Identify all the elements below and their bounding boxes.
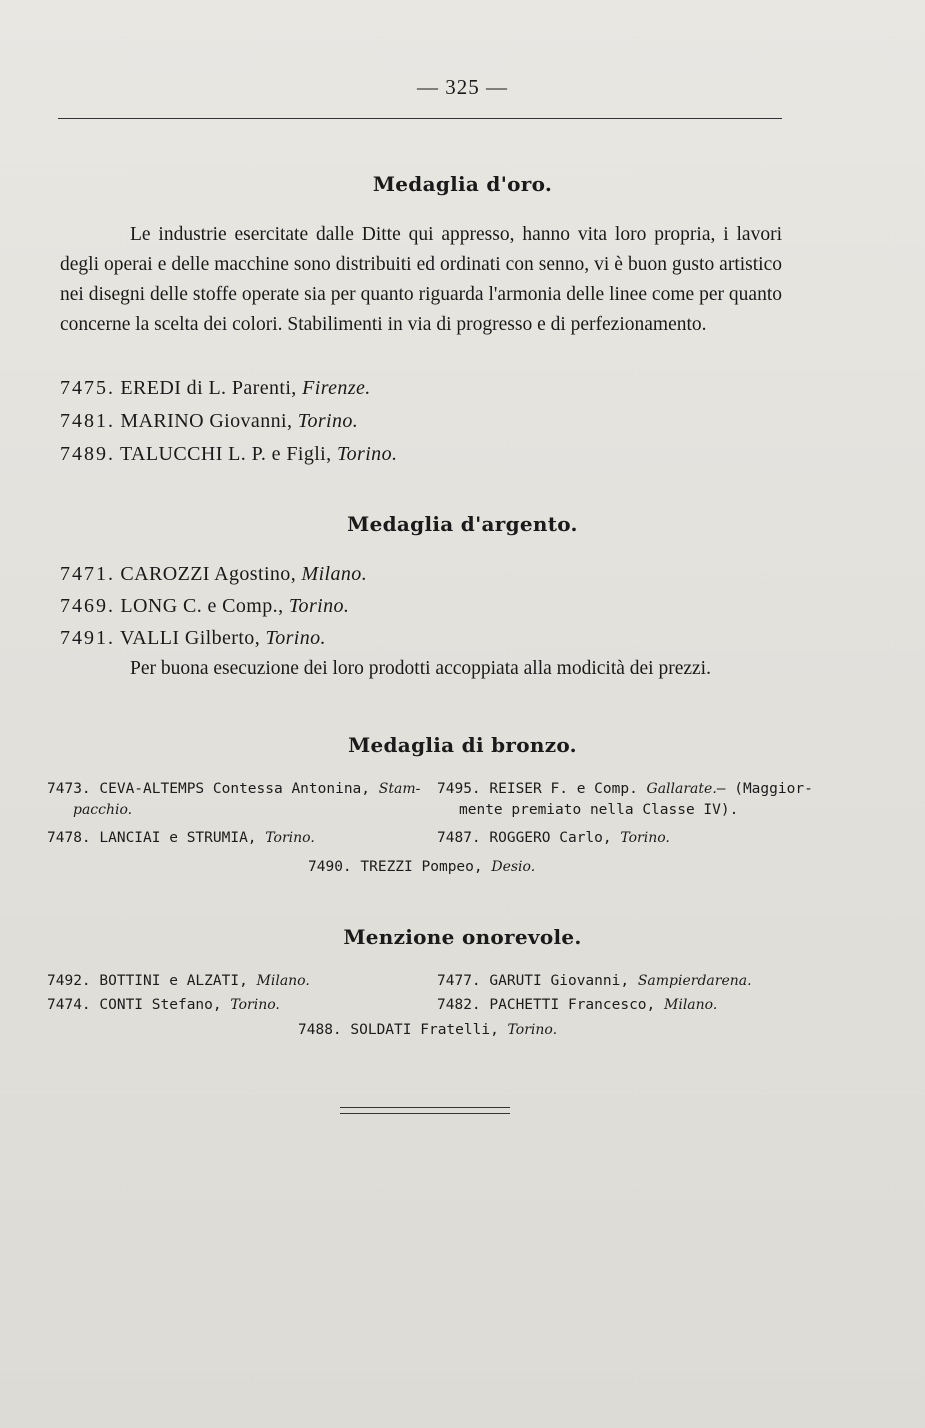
end-double-rule bbox=[340, 1107, 510, 1114]
heading-menzione-onorevole: Menzione onorevole. bbox=[343, 925, 582, 949]
entry-menzione-left-1: 7492. BOTTINI e ALZATI, Milano. bbox=[47, 973, 310, 989]
entry-menzione-left-2: 7474. CONTI Stefano, Torino. bbox=[47, 997, 280, 1013]
entry-bronzo-left-1: 7473. CEVA-ALTEMPS Contessa Antonina, Stam- pacchio. bbox=[47, 781, 421, 818]
entry-oro-2: 7481. MARINO Giovanni, Torino. bbox=[60, 410, 359, 432]
entry-oro-3: 7489. TALUCCHI L. P. e Figli, Torino. bbox=[60, 443, 398, 465]
entry-bronzo-center: 7490. TREZZI Pompeo, Desio. bbox=[308, 859, 536, 875]
entry-oro-1: 7475. EREDI di L. Parenti, Firenze. bbox=[60, 377, 371, 399]
entry-argento-3: 7491. VALLI Gilberto, Torino. bbox=[60, 627, 326, 649]
entry-bronzo-right-1: 7495. REISER F. e Comp. Gallarate.— (Maggior- mente premiato nella Classe IV). bbox=[437, 781, 813, 818]
entry-menzione-center: 7488. SOLDATI Fratelli, Torino. bbox=[298, 1022, 558, 1038]
page-number: — 325 — bbox=[417, 75, 508, 99]
heading-medaglia-argento: Medaglia d'argento. bbox=[347, 512, 578, 536]
note-argento: Per buona esecuzione dei loro prodotti accoppiata alla modicità dei prezzi. bbox=[130, 658, 711, 679]
heading-medaglia-oro: Medaglia d'oro. bbox=[372, 172, 553, 196]
entry-menzione-right-1: 7477. GARUTI Giovanni, Sampierdarena. bbox=[437, 973, 752, 989]
paragraph-oro-text: Le industrie esercitate dalle Ditte qui appresso, hanno vita loro propria, i lavori degli operai e delle macchine sono distribuiti ed ordinati con senno, vi è buon gusto artistico nei disegni delle stoffe operate sia per quanto riguarda l'armonia delle linee come per quanto concerne la scelta dei colori. Stabilimenti in via di progresso e di perfezionamento. bbox=[60, 224, 782, 335]
entry-argento-1: 7471. CAROZZI Agostino, Milano. bbox=[60, 563, 368, 585]
header-rule bbox=[58, 118, 782, 119]
entry-bronzo-right-2: 7487. ROGGERO Carlo, Torino. bbox=[437, 830, 670, 846]
heading-medaglia-bronzo: Medaglia di bronzo. bbox=[348, 733, 577, 757]
entry-argento-2: 7469. LONG C. e Comp., Torino. bbox=[60, 595, 350, 617]
paragraph-oro bbox=[60, 220, 782, 340]
entry-menzione-right-2: 7482. PACHETTI Francesco, Milano. bbox=[437, 997, 718, 1013]
entry-bronzo-left-2: 7478. LANCIAI e STRUMIA, Torino. bbox=[47, 830, 315, 846]
